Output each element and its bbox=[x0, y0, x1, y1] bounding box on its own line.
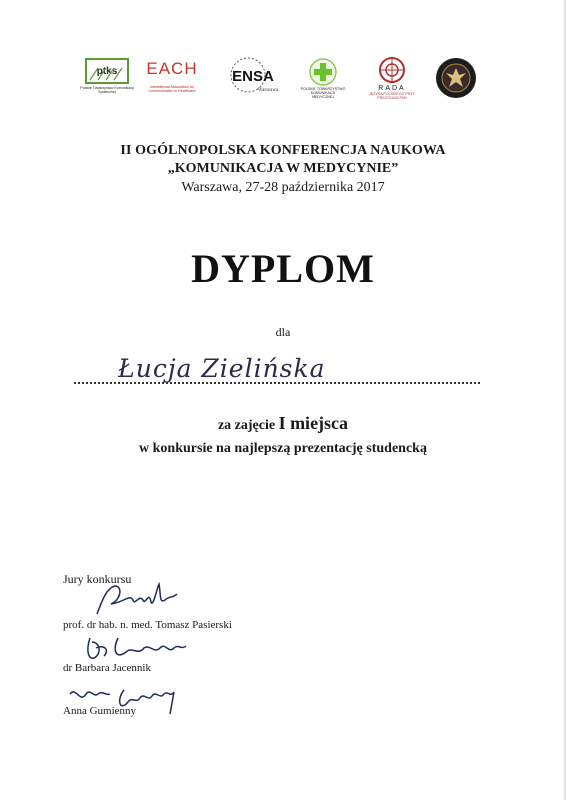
signature-pasierski bbox=[85, 580, 195, 622]
svg-text:ptks: ptks bbox=[96, 66, 118, 77]
ptkm-caption: POLSKIE TOWARZYSTWO KOMUNIKACJI MEDYCZNEJ bbox=[300, 87, 346, 99]
award-prefix: za zajęcie bbox=[217, 418, 279, 433]
ensa-logo bbox=[218, 55, 288, 95]
university-seal-logo bbox=[435, 57, 479, 99]
rada-caption: JĘZYKA POLSKIEGO PRZY PREZYDIUM PAN bbox=[369, 92, 415, 100]
eagle-seal-icon bbox=[435, 57, 477, 99]
conference-name: II OGÓLNOPOLSKA KONFERENCJA NAUKOWA bbox=[120, 143, 446, 158]
rada-emblem-icon bbox=[363, 55, 421, 85]
svg-text:ENSA: ENSA bbox=[232, 68, 274, 85]
jury-member-2: dr Barbara Jacennik bbox=[63, 662, 151, 674]
ptks-caption: Polskie Towarzystwo Komunikacji Społecznej bbox=[80, 86, 134, 94]
ptks-logo bbox=[77, 58, 137, 94]
conference-header bbox=[0, 143, 566, 196]
rada-name: RADA bbox=[378, 85, 406, 92]
for-label: dla bbox=[275, 325, 291, 339]
jury-member-1: prof. dr hab. n. med. Tomasz Pasierski bbox=[63, 619, 232, 631]
signature-jacennik bbox=[80, 630, 200, 666]
recipient-name: Łucja Zielińska bbox=[118, 354, 326, 383]
each-name: EACH bbox=[146, 59, 198, 78]
jury-member-3: Anna Gumienny bbox=[63, 705, 137, 717]
award-place: I miejsca bbox=[278, 413, 349, 433]
diploma-title: DYPLOM bbox=[191, 246, 375, 291]
award-line bbox=[0, 413, 566, 434]
green-cross-icon bbox=[300, 57, 346, 87]
conference-theme: „KOMUNIKACJA W MEDYCYNIE” bbox=[167, 161, 399, 176]
award-description: w konkursie na najlepszą prezentację studencką bbox=[139, 441, 427, 456]
each-caption: International Association for Communication in Healthcare bbox=[148, 85, 196, 93]
rada-logo bbox=[363, 55, 421, 100]
logos-row bbox=[60, 55, 490, 115]
svg-text:Warszawa: Warszawa bbox=[257, 88, 279, 93]
recipient-line bbox=[60, 352, 490, 397]
jury-label: Jury konkursu bbox=[63, 572, 132, 586]
each-logo bbox=[140, 59, 204, 93]
ensa-emblem-icon bbox=[218, 55, 288, 95]
ptks-logo-icon bbox=[85, 58, 129, 84]
ptkm-logo bbox=[300, 57, 346, 99]
conference-date-place: Warszawa, 27-28 października 2017 bbox=[181, 180, 385, 195]
dotted-line bbox=[74, 382, 480, 384]
